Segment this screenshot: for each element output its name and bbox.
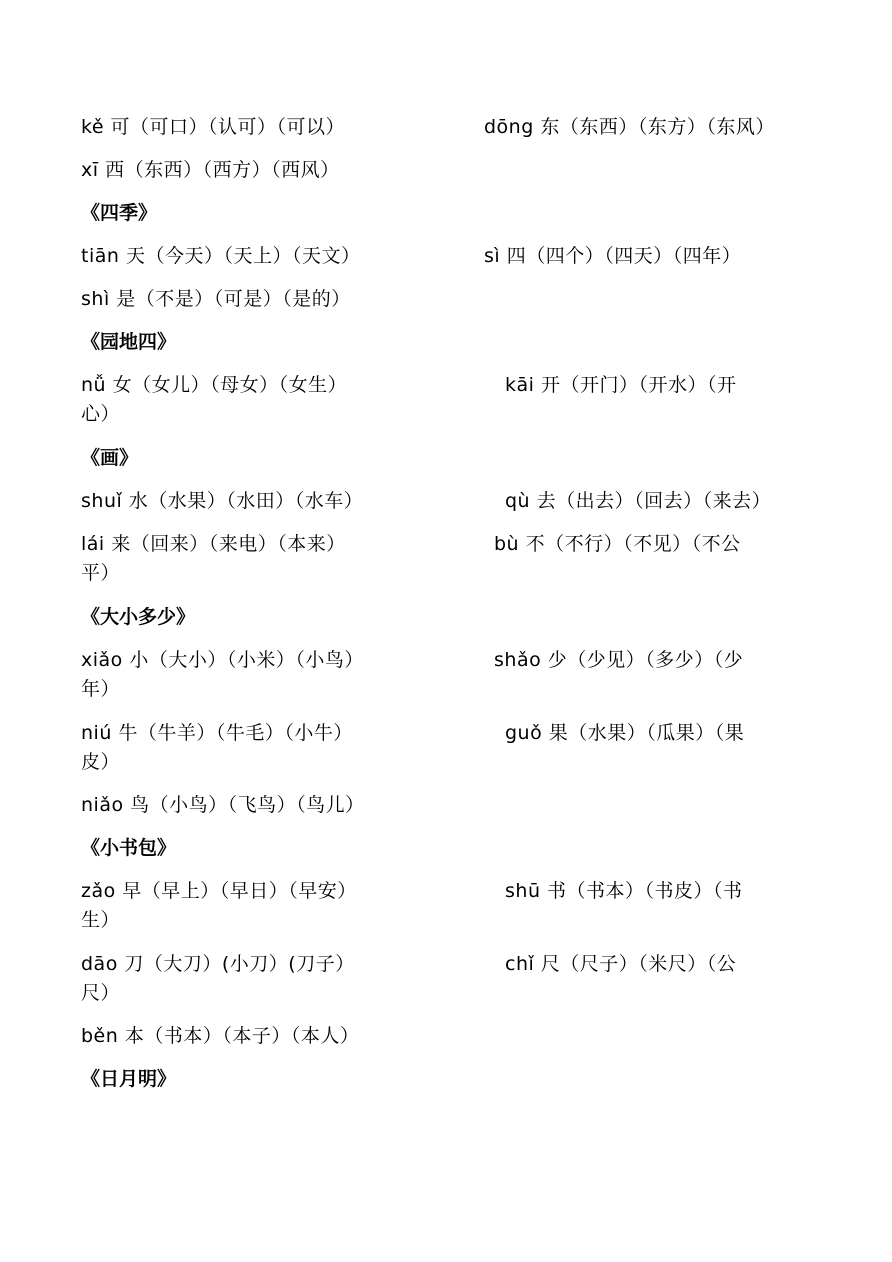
vocab-entry-chi: chǐ 尺（尺子）（米尺）（公 [505,953,737,975]
vocab-entry-guo: guǒ 果（水果）（瓜果）（果 [505,722,745,744]
section-heading-shubao: 《小书包》 [81,837,177,859]
vocab-entry-si: sì 四（四个）（四天）（四年） [484,245,742,267]
vocab-entry-dao: dāo 刀（大刀）(小刀）(刀子） [81,953,355,975]
vocab-entry-dong: dōng 东（东西）（东方）（东风） [484,116,775,138]
vocab-entry-tian: tiān 天（今天）（天上）（天文） [81,245,361,267]
vocab-entry-xi: xī 西（东西）（西方）（西风） [81,159,340,181]
vocab-entry-shu: shū 书（书本）（书皮）（书 [505,880,743,902]
vocab-entry-zao: zǎo 早（早上）（早日）（早安） [81,880,357,902]
vocab-entry-niu: niú 牛（牛羊）（牛毛）（小牛） [81,722,353,744]
vocab-entry-qu: qù 去（出去）（回去）（来去） [505,490,772,512]
section-heading-siji: 《四季》 [81,202,158,224]
vocab-entry-shao: shǎo 少（少见）（多少）（少 [494,649,744,671]
vocab-entry-shu-continued: 生） [81,909,121,931]
vocab-entry-ke: kě 可（可口）（认可）（可以） [81,116,346,138]
vocab-entry-bu-continued: 平） [81,562,121,584]
vocab-entry-lai: lái 来（回来）（来电）（本来） [81,533,346,555]
vocab-entry-nv: nǚ 女（女儿）（母女）（女生） [81,374,348,396]
vocab-entry-kai: kāi 开（开门）（开水）（开 [505,374,737,396]
vocab-entry-kai-continued: 心） [81,403,121,425]
section-heading-daxiao: 《大小多少》 [81,606,196,628]
vocab-entry-bu: bù 不（不行）（不见）（不公 [494,533,741,555]
vocab-entry-chi-continued: 尺） [81,982,121,1004]
section-heading-yuandi: 《园地四》 [81,331,177,353]
vocab-entry-niao: niǎo 鸟（小鸟）（飞鸟）（鸟儿） [81,794,365,816]
section-heading-hua: 《画》 [81,447,139,469]
vocab-entry-shao-continued: 年） [81,678,121,700]
section-heading-riyue: 《日月明》 [81,1068,177,1090]
vocab-entry-ben: běn 本（书本）（本子）（本人） [81,1025,360,1047]
vocab-entry-shi: shì 是（不是）（可是）（是的） [81,288,351,310]
vocab-entry-xiao: xiǎo 小（大小）（小米）（小鸟） [81,649,364,671]
vocab-entry-guo-continued: 皮） [81,751,121,773]
vocab-entry-shui: shuǐ 水（水果）（水田）（水车） [81,490,364,512]
